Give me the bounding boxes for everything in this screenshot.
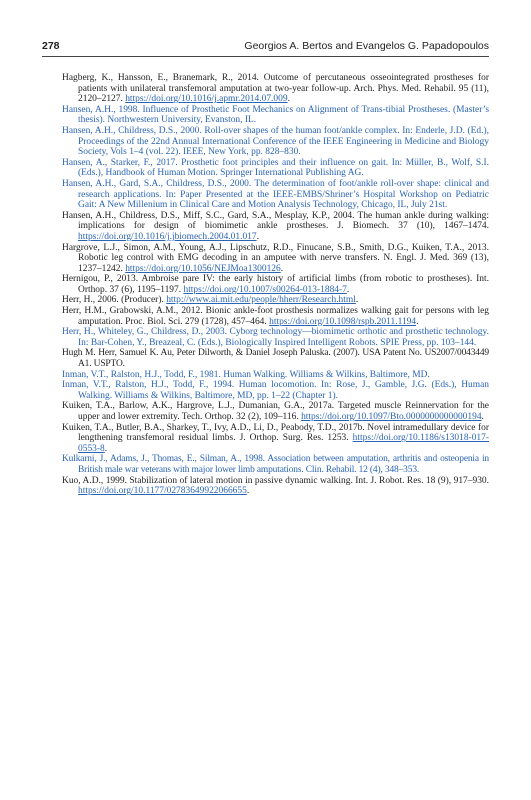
header-rule [42,56,489,57]
reference-item[interactable]: Hansen, A.H., Childress, D.S., 2000. Roll-over shapes of the human foot/ankle complex. In: Enderle, J.D. (Ed.), Proceedings of the 22nd Annual International Conference of the IEEE Engineering in Medicine and Biology Society, Vols 1–4 (vol. 22). IEEE, New York, pp. 828–830. [62,125,489,158]
doi-link[interactable]: https://doi.org/10.1097/Bto.0000000000000194 [301,412,482,422]
doi-link[interactable]: https://doi.org/10.1016/j.jbiomech.2004.01.017 [78,231,257,242]
reference-item[interactable]: Hansen, A.H., Gard, S.A., Childress, D.S., 2000. The determination of foot/ankle roll-over shape: clinical and research applications. In: Paper Presented at the IEEE-EMBS/Shriner’s Hospital Workshop on Pediatric Gait: A New Millenium in Clinical Care and Motion Analysis Technology, Chicago, IL, July 21st. [62,178,489,211]
reference-item[interactable]: Hansen, A., Starker, F., 2017. Prosthetic foot principles and their influence on gait. In: Müller, B., Wolf, S.I. (Eds.), Handbook of Human Motion. Springer International Publishing AG. [62,157,489,179]
reference-list [62,73,489,497]
doi-link[interactable]: https://doi.org/10.1177/02783649922066655 [78,486,247,497]
page-number: 278 [42,40,60,52]
reference-item: Kuiken, T.A., Barlow, A.K., Hargrove, L.J., Dumanian, G.A., 2017a. Targeted muscle Reinnervation for the upper and lower extremity. Tech. Orthop. 32 (2), 109–116. https://doi.org/10.1097/Bto.0000000000000194. [62,401,489,422]
reference-item[interactable]: Kulkarni, J., Adams, J., Thomas, E., Silman, A., 1998. Association between amputation, arthritis and osteopenia in British male war veterans with major lower limb amputations. Clin. Rehabil. 12 (4), 348–353. [62,454,489,475]
reference-item[interactable]: Inman, V.T., Ralston, H.J., Todd, F., 1981. Human Walking. Williams & Wilkins, Baltimore, MD. [62,369,430,380]
reference-item: Hargrove, L.J., Simon, A.M., Young, A.J., Lipschutz, R.D., Finucane, S.B., Smith, D.G., Kuiken, T.A., 2013. Robotic leg control with EMG decoding in an amputee with nerve transfers. N. Engl. J. Med. 369 (13), 1237–1242. https://doi.org/10.1056/NEJMoa1300126. [62,242,489,274]
url-link[interactable]: http://www.ai.mit.edu/people/hherr/Research.html [166,295,356,306]
reference-item: Hagberg, K., Hansson, E., Branemark, R., 2014. Outcome of percutaneous osseointegrated prostheses for patients with unilateral transfemoral amputation at two-year follow-up. Arch. Phys. Med. Rehabil. 95 (11), 2120–2127. https://doi.org/10.1016/j.apmr.2014.07.009. [62,73,489,105]
reference-item: Kuiken, T.A., Butler, B.A., Sharkey, T., Ivy, A.D., Li, D., Peabody, T.D., 2017b. Novel intramedullary device for lengthening transfemoral residual limbs. J. Orthop. Surg. Res. 1253. https://doi.org/10.1186/s13018-017-0553-8. [62,422,489,454]
running-header-authors: Georgios A. Bertos and Evangelos G. Papadopoulos [244,40,489,52]
reference-item: Kuo, A.D., 1999. Stabilization of lateral motion in passive dynamic walking. Int. J. Robot. Res. 18 (9), 917–930. https://doi.org/10.1177/02783649922066655. [62,475,489,497]
reference-item[interactable]: Hansen, A.H., 1998. Influence of Prosthetic Foot Mechanics on Alignment of Trans-tibial Prostheses. (Master’s thesis). Northwestern University, Evanston, IL. [62,104,489,126]
doi-link[interactable]: https://doi.org/10.1016/j.apmr.2014.07.009 [125,94,288,105]
running-header [42,40,489,52]
reference-item: Hansen, A.H., Childress, D.S., Miff, S.C., Gard, S.A., Mesplay, K.P., 2004. The human ankle during walking: implications for design of biomimetic ankle prostheses. J. Biomech. 37 (10), 1467–1474. https://doi.org/10.1016/j.jbiomech.2004.01.017. [62,210,489,242]
doi-link[interactable]: https://doi.org/10.1056/NEJMoa1300126 [125,263,281,274]
doi-link[interactable]: https://doi.org/10.1098/rspb.2011.1194 [269,316,417,327]
doi-link[interactable]: https://doi.org/10.1186/s13018-017-0553-8 [78,433,489,454]
reference-item: Herr, H.M., Grabowski, A.M., 2012. Bionic ankle-foot prosthesis normalizes walking gait for persons with leg amputation. Proc. Biol. Sci. 279 (1728), 457–464. https://doi.org/10.1098/rspb.2011.1194. [62,306,489,327]
reference-item: Hernigou, P., 2013. Ambroise pare IV: the early history of artificial limbs (from robotic to prostheses). Int. Orthop. 37 (6), 1195–1197. https://doi.org/10.1007/s00264-013-1884-7. [62,274,489,295]
reference-item[interactable]: Herr, H., Whiteley, G., Childress, D., 2003. Cyborg technology—biomimetic orthotic and prosthetic technology. In: Bar-Cohen, Y., Breazeal, C. (Eds.), Biologically Inspired Intelligent Robots. SPIE Press, pp. 103–144. [62,327,489,348]
doi-link[interactable]: https://doi.org/10.1007/s00264-013-1884-7 [183,284,347,295]
reference-item: Hugh M. Herr, Samuel K. Au, Peter Dilworth, & Daniel Joseph Paluska. (2007). USA Patent No. US2007/0043449 A1. USPTO. [62,348,489,370]
reference-item[interactable]: Inman, V.T., Ralston, H.J., Todd, F., 1994. Human locomotion. In: Rose, J., Gamble, J.G. (Eds.), Human Walking. Williams & Wilkins, Baltimore, MD, pp. 1–22 (Chapter 1). [62,380,489,401]
reference-item: Herr, H., 2006. (Producer). http://www.ai.mit.edu/people/hherr/Research.html. [62,295,359,306]
